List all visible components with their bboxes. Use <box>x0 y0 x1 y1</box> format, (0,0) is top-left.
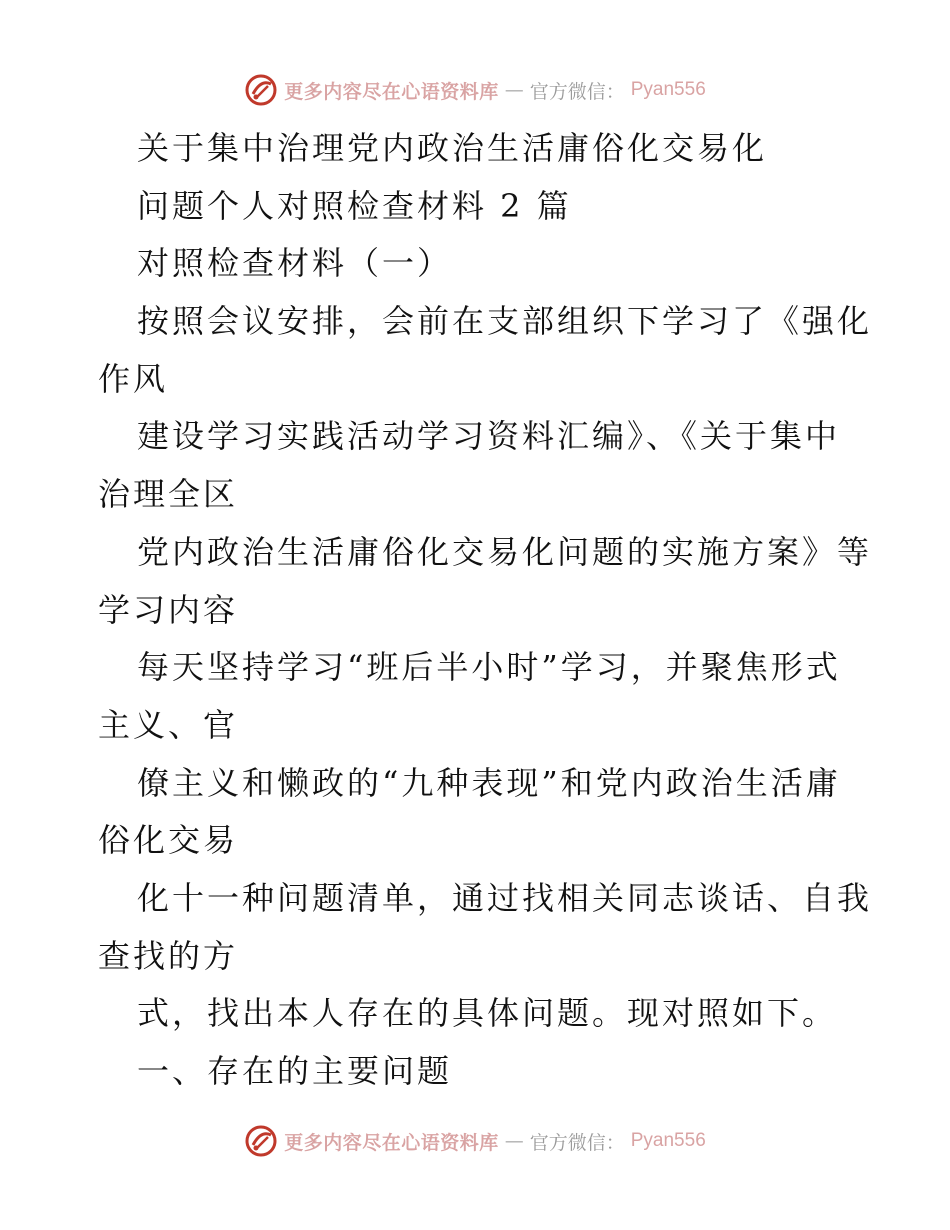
section-heading: 对照检查材料（一） <box>137 244 453 283</box>
paragraph-line: 治理全区 <box>98 475 239 514</box>
watermark-contact-id: Pyan556 <box>630 1130 706 1151</box>
title-line-1: 关于集中治理党内政治生活庸俗化交易化 <box>137 129 768 167</box>
watermark-contact-label: 官方微信： <box>529 1131 625 1154</box>
document-body <box>98 120 873 1101</box>
paragraph-line: 化十一种问题清单，通过找相关同志谈话、自我 <box>137 878 873 917</box>
paragraph-line: 式，找出本人存在的具体问题。现对照如下。 <box>137 994 838 1033</box>
header-watermark <box>0 70 950 110</box>
watermark-dash: — <box>504 1130 524 1152</box>
paragraph-line: 学习内容 <box>98 590 239 629</box>
footer-watermark <box>0 1121 950 1161</box>
subsection-heading: 一、存在的主要问题 <box>137 1052 453 1090</box>
paragraph-line: 主义、官 <box>98 705 239 744</box>
paragraph-line: 查找的方 <box>98 936 239 975</box>
paragraph-line: 僚主义和懒政的“九种表现”和党内政治生活庸 <box>137 763 841 802</box>
paragraph-line: 建设学习实践活动学习资料汇编》、《关于集中 <box>137 417 841 456</box>
paragraph-line: 党内政治生活庸俗化交易化问题的实施方案》等 <box>137 532 873 571</box>
watermark-site-text: 更多内容尽在心语资料库 <box>284 80 499 103</box>
paragraph-line: 俗化交易 <box>98 821 239 860</box>
watermark-contact-id: Pyan556 <box>630 79 706 100</box>
watermark-contact-label: 官方微信： <box>529 80 625 103</box>
watermark-dash: — <box>504 79 524 101</box>
paragraph-line: 每天坚持学习“班后半小时”学习，并聚焦形式 <box>137 648 841 687</box>
paragraph-line: 按照会议安排，会前在支部组织下学习了《强化 <box>137 302 873 341</box>
title-line-2: 问题个人对照检查材料 2 篇 <box>137 186 572 225</box>
logo-icon <box>244 73 278 107</box>
paragraph-line: 作风 <box>98 359 169 398</box>
logo-icon <box>244 1124 278 1158</box>
watermark-site-text: 更多内容尽在心语资料库 <box>284 1131 499 1154</box>
